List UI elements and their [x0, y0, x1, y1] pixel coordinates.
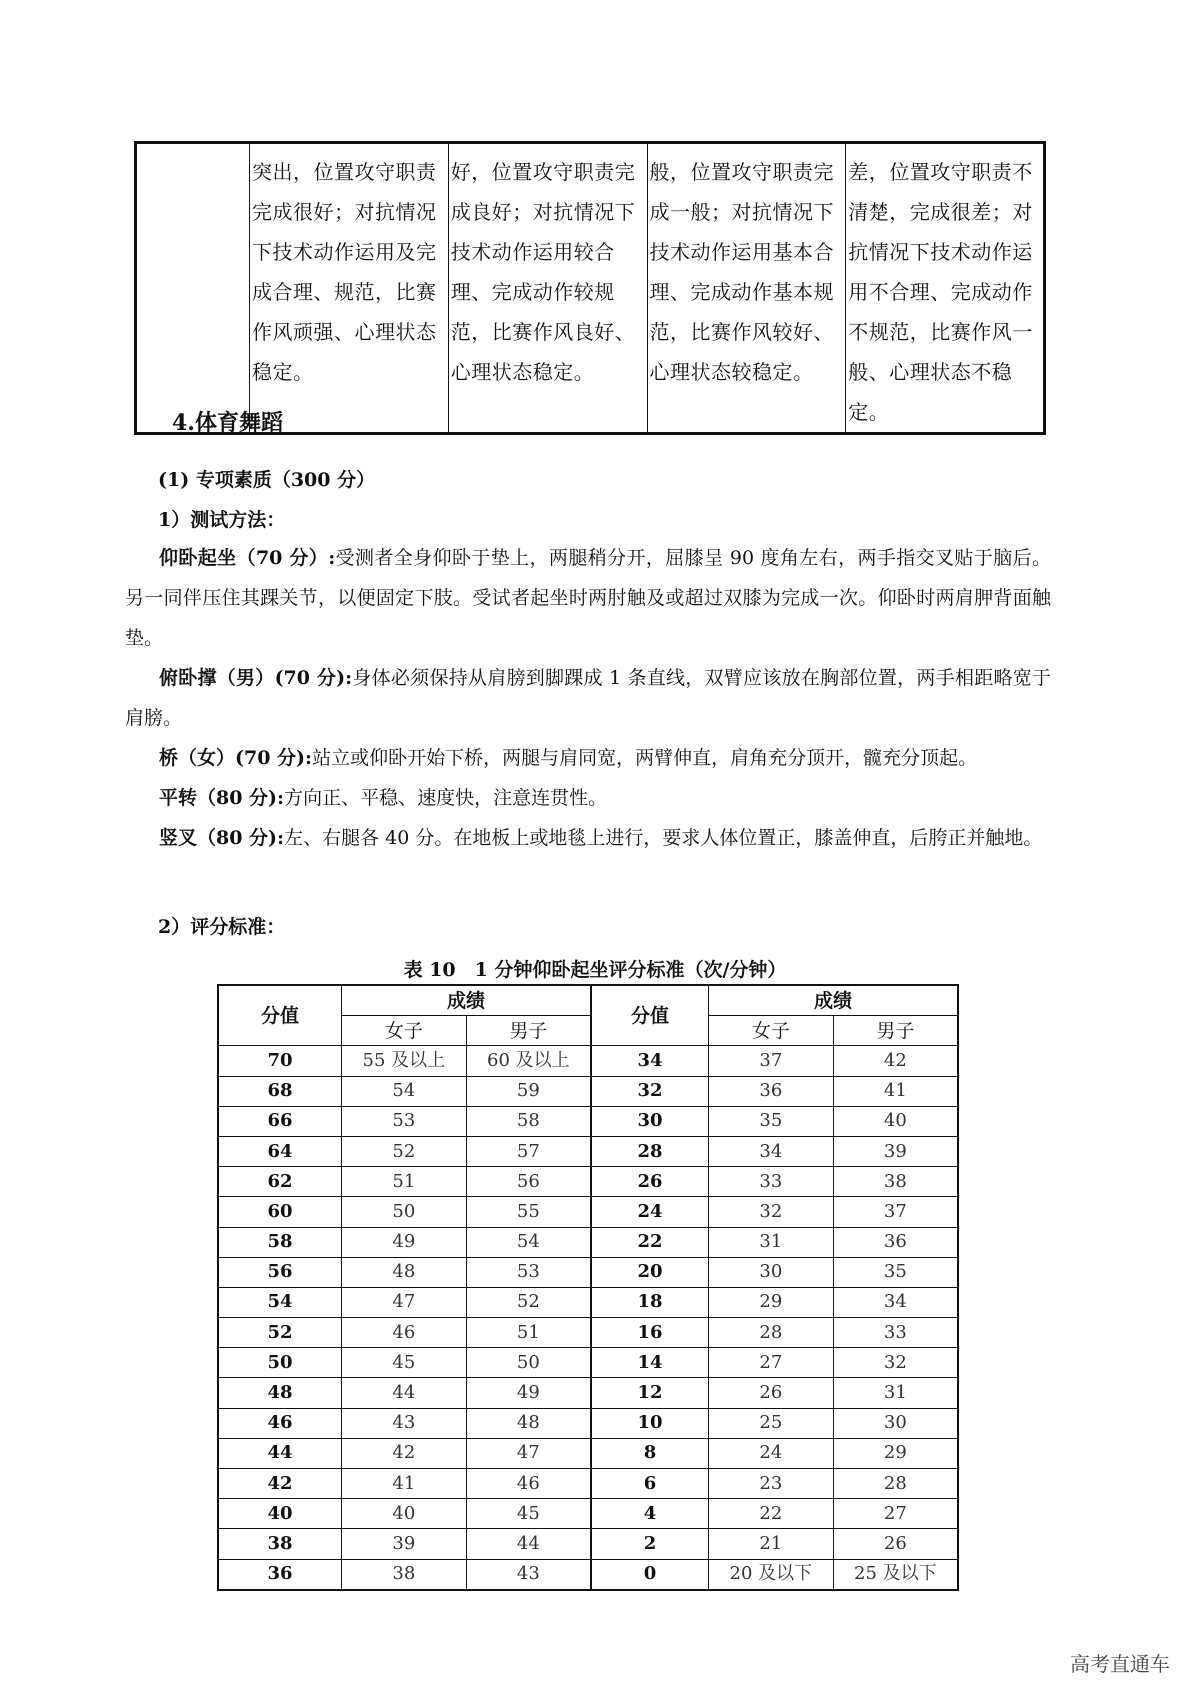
score-cell: 4	[591, 1499, 709, 1529]
test-item-text: 方向正、平稳、速度快，注意连贯性。	[284, 787, 608, 809]
situp-score-table	[217, 984, 959, 1591]
score-cell: 0	[591, 1559, 709, 1590]
male-result-cell: 32	[833, 1348, 958, 1378]
female-result-cell: 50	[342, 1197, 467, 1227]
table-row	[218, 1167, 958, 1197]
score-cell: 50	[218, 1348, 342, 1378]
male-result-cell: 37	[833, 1197, 958, 1227]
score-cell: 54	[218, 1287, 342, 1317]
table-row	[218, 1106, 958, 1136]
male-result-cell: 50	[466, 1348, 591, 1378]
female-result-cell: 45	[342, 1348, 467, 1378]
female-result-cell: 52	[342, 1136, 467, 1166]
table-row	[218, 1076, 958, 1106]
table-row	[218, 1499, 958, 1529]
table-row	[218, 1438, 958, 1468]
female-result-cell: 37	[709, 1046, 834, 1076]
female-result-cell: 20 及以下	[709, 1559, 834, 1590]
female-result-cell: 24	[709, 1438, 834, 1468]
table-row	[218, 1318, 958, 1348]
score-cell: 56	[218, 1257, 342, 1287]
female-result-cell: 33	[709, 1167, 834, 1197]
female-result-cell: 36	[709, 1076, 834, 1106]
table-row	[218, 1348, 958, 1378]
table-row	[218, 1136, 958, 1166]
test-item-label: 桥（女）(70 分):	[159, 747, 313, 769]
table-row	[218, 1378, 958, 1408]
criteria-cell: 突出，位置攻守职责完成很好；对抗情况下技术动作运用及完成合理、规范，比赛作风顽强、心理状态稳定。	[250, 143, 449, 434]
male-result-cell: 55	[466, 1197, 591, 1227]
male-result-cell: 45	[466, 1499, 591, 1529]
female-result-cell: 31	[709, 1227, 834, 1257]
male-result-cell: 39	[833, 1136, 958, 1166]
female-result-cell: 54	[342, 1076, 467, 1106]
male-result-cell: 46	[466, 1469, 591, 1499]
score-cell: 38	[218, 1529, 342, 1559]
male-result-cell: 38	[833, 1167, 958, 1197]
subsection-heading: (1) 专项素质（300 分）	[158, 469, 376, 491]
score-cell: 62	[218, 1167, 342, 1197]
male-result-cell: 25 及以下	[833, 1559, 958, 1590]
male-result-cell: 31	[833, 1378, 958, 1408]
header-score: 分值	[591, 985, 709, 1046]
female-result-cell: 44	[342, 1378, 467, 1408]
criteria-cell: 好，位置攻守职责完成良好；对抗情况下技术动作运用较合理、完成动作较规范，比赛作风良好、心理状态稳定。	[448, 143, 647, 434]
header-result: 成绩	[342, 985, 592, 1016]
test-item	[125, 818, 1051, 858]
male-result-cell: 51	[466, 1318, 591, 1348]
female-result-cell: 23	[709, 1469, 834, 1499]
criteria-cell: 般，位置攻守职责完成一般；对抗情况下技术动作运用基本合理、完成动作基本规范，比赛作风较好、心理状态较稳定。	[647, 143, 846, 434]
male-result-cell: 26	[833, 1529, 958, 1559]
score-cell: 12	[591, 1378, 709, 1408]
male-result-cell: 28	[833, 1469, 958, 1499]
male-result-cell: 33	[833, 1318, 958, 1348]
test-item-text: 站立或仰卧开始下桥，两腿与肩同宽，两臂伸直，肩角充分顶开，髋充分顶起。	[312, 747, 978, 769]
male-result-cell: 44	[466, 1529, 591, 1559]
male-result-cell: 49	[466, 1378, 591, 1408]
male-result-cell: 30	[833, 1408, 958, 1438]
test-item	[125, 538, 1051, 658]
female-result-cell: 21	[709, 1529, 834, 1559]
score-cell: 22	[591, 1227, 709, 1257]
female-result-cell: 49	[342, 1227, 467, 1257]
male-result-cell: 47	[466, 1438, 591, 1468]
score-cell: 68	[218, 1076, 342, 1106]
table-row	[218, 1046, 958, 1076]
female-result-cell: 28	[709, 1318, 834, 1348]
score-cell: 64	[218, 1136, 342, 1166]
score-cell: 6	[591, 1469, 709, 1499]
score-cell: 24	[591, 1197, 709, 1227]
score-cell: 18	[591, 1287, 709, 1317]
score-cell: 40	[218, 1499, 342, 1529]
female-result-cell: 43	[342, 1408, 467, 1438]
male-result-cell: 57	[466, 1136, 591, 1166]
female-result-cell: 26	[709, 1378, 834, 1408]
header-result: 成绩	[709, 985, 959, 1016]
test-item-text: 左、右腿各 40 分。在地板上或地毯上进行，要求人体位置正，膝盖伸直，后胯正并触地。	[284, 827, 1043, 849]
score-cell: 70	[218, 1046, 342, 1076]
score-cell: 42	[218, 1469, 342, 1499]
male-result-cell: 60 及以上	[466, 1046, 591, 1076]
header-score: 分值	[218, 985, 342, 1046]
test-item	[125, 658, 1051, 738]
female-result-cell: 39	[342, 1529, 467, 1559]
male-result-cell: 41	[833, 1076, 958, 1106]
header-male: 男子	[466, 1016, 591, 1046]
female-result-cell: 53	[342, 1106, 467, 1136]
header-female: 女子	[342, 1016, 467, 1046]
subsection-heading: 1）测试方法：	[158, 509, 286, 531]
male-result-cell: 59	[466, 1076, 591, 1106]
test-item-text: 受测者全身仰卧于垫上，两腿稍分开，屈膝呈 90 度角左右，两手指交叉贴于脑后。另一同伴压住其踝关节，以便固定下肢。受试者起坐时两肘触及或超过双膝为完成一次。仰卧时两肩胛背面触垫。	[125, 547, 1051, 649]
test-item-text: 身体必须保持从肩膀到脚踝成 1 条直线，双臂应该放在胸部位置，两手相距略宽于肩膀。	[125, 667, 1051, 729]
male-result-cell: 29	[833, 1438, 958, 1468]
subsection-heading: 2）评分标准：	[158, 916, 286, 938]
test-item	[125, 778, 1051, 818]
score-cell: 58	[218, 1227, 342, 1257]
score-cell: 44	[218, 1438, 342, 1468]
male-result-cell: 53	[466, 1257, 591, 1287]
female-result-cell: 42	[342, 1438, 467, 1468]
female-result-cell: 25	[709, 1408, 834, 1438]
criteria-cell	[136, 143, 250, 434]
score-cell: 60	[218, 1197, 342, 1227]
male-result-cell: 42	[833, 1046, 958, 1076]
female-result-cell: 41	[342, 1469, 467, 1499]
score-cell: 20	[591, 1257, 709, 1287]
female-result-cell: 47	[342, 1287, 467, 1317]
test-item-label: 仰卧起坐（70 分）:	[159, 547, 336, 569]
table-row	[218, 1408, 958, 1438]
score-cell: 26	[591, 1167, 709, 1197]
test-item	[125, 738, 1051, 778]
male-result-cell: 54	[466, 1227, 591, 1257]
male-result-cell: 34	[833, 1287, 958, 1317]
test-item-label: 竖叉（80 分):	[159, 827, 285, 849]
male-result-cell: 35	[833, 1257, 958, 1287]
score-cell: 14	[591, 1348, 709, 1378]
female-result-cell: 35	[709, 1106, 834, 1136]
test-item-label: 平转（80 分):	[159, 787, 285, 809]
score-cell: 48	[218, 1378, 342, 1408]
male-result-cell: 27	[833, 1499, 958, 1529]
male-result-cell: 36	[833, 1227, 958, 1257]
table-row	[218, 1469, 958, 1499]
score-cell: 28	[591, 1136, 709, 1166]
female-result-cell: 40	[342, 1499, 467, 1529]
female-result-cell: 22	[709, 1499, 834, 1529]
score-cell: 30	[591, 1106, 709, 1136]
table-row	[218, 1227, 958, 1257]
female-result-cell: 30	[709, 1257, 834, 1287]
male-result-cell: 56	[466, 1167, 591, 1197]
male-result-cell: 43	[466, 1559, 591, 1590]
header-female: 女子	[709, 1016, 834, 1046]
female-result-cell: 51	[342, 1167, 467, 1197]
criteria-cell: 差，位置攻守职责不清楚，完成很差；对抗情况下技术动作运用不合理、完成动作不规范，比赛作风一般、心理状态不稳定。	[846, 143, 1045, 434]
male-result-cell: 58	[466, 1106, 591, 1136]
table-row	[218, 1529, 958, 1559]
test-item-label: 俯卧撑（男）(70 分):	[159, 667, 353, 689]
score-cell: 32	[591, 1076, 709, 1106]
score-cell: 66	[218, 1106, 342, 1136]
female-result-cell: 48	[342, 1257, 467, 1287]
male-result-cell: 40	[833, 1106, 958, 1136]
score-cell: 36	[218, 1559, 342, 1590]
score-cell: 10	[591, 1408, 709, 1438]
table-row	[218, 1559, 958, 1590]
score-cell: 16	[591, 1318, 709, 1348]
male-result-cell: 52	[466, 1287, 591, 1317]
score-cell: 34	[591, 1046, 709, 1076]
female-result-cell: 27	[709, 1348, 834, 1378]
section-title: 4.体育舞蹈	[172, 410, 283, 436]
female-result-cell: 38	[342, 1559, 467, 1590]
criteria-table-continued	[134, 141, 1046, 435]
table-row	[218, 1197, 958, 1227]
table-row	[218, 1257, 958, 1287]
watermark-text: 高考直通车	[1070, 1652, 1170, 1676]
header-male: 男子	[833, 1016, 958, 1046]
table-caption: 表 10 1 分钟仰卧起坐评分标准（次/分钟）	[403, 959, 787, 981]
table-row	[218, 1287, 958, 1317]
score-cell: 52	[218, 1318, 342, 1348]
female-result-cell: 29	[709, 1287, 834, 1317]
score-cell: 2	[591, 1529, 709, 1559]
female-result-cell: 46	[342, 1318, 467, 1348]
score-cell: 8	[591, 1438, 709, 1468]
female-result-cell: 34	[709, 1136, 834, 1166]
female-result-cell: 32	[709, 1197, 834, 1227]
male-result-cell: 48	[466, 1408, 591, 1438]
score-cell: 46	[218, 1408, 342, 1438]
female-result-cell: 55 及以上	[342, 1046, 467, 1076]
